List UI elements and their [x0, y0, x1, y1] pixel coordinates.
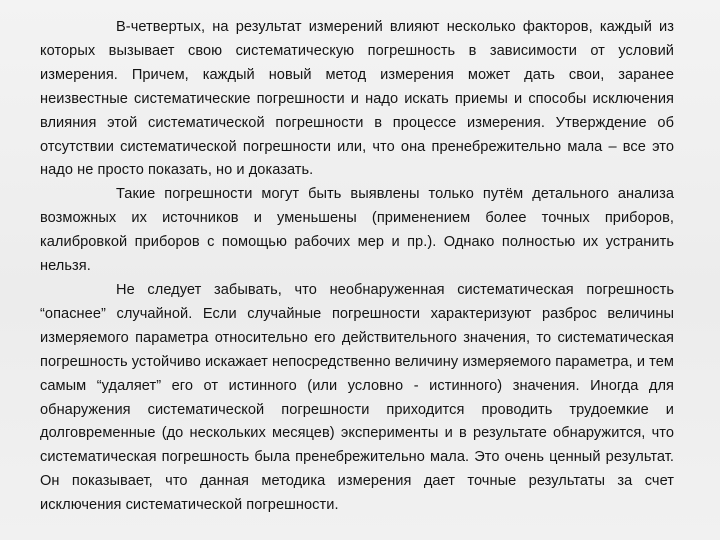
paragraph-undetected-error: Не следует забывать, что необнаруженная систематическая погрешность “опаснее” случайной. Если случайные погрешности характеризуют разброс величины измеряемого параметра относительно его действительного значения, то систематическая погрешность устойчиво искажает непосредственно величину измеряемого параметра, и тем самым “удаляет” его от истинного (или условно - истинного) значения. Иногда для обнаружения систематической погрешности приходится проводить трудоемкие и долговременные (до нескольких месяцев) эксперименты и в результате обнаружится, что систематическая погрешность была пренебрежительно мала. Это очень ценный результат. Он показывает, что данная методика измерения дает точные результаты за счет исключения систематической погрешности.	[40, 281, 674, 514]
paragraph-fourth-factors: В-четвертых, на результат измерений влияют несколько факторов, каждый из которых вызывает свою систематическую погрешность в зависимости от условий измерения. Причем, каждый новый метод измерения может дать свои, заранее неизвестные систематические погрешности и надо искать приемы и способы исключения влияния этой систематической погрешности в процессе измерения. Утверждение об отсутствии систематической погрешности или, что она пренебрежительно мала – все это надо не просто показать, но и доказать.	[40, 19, 674, 179]
paragraph-detection: Такие погрешности могут быть выявлены только путём детального анализа возможных их источников и уменьшены (применением более точных приборов, калибровкой приборов с помощью рабочих мер и пр.). Однако полностью их устранить нельзя.	[40, 186, 674, 275]
